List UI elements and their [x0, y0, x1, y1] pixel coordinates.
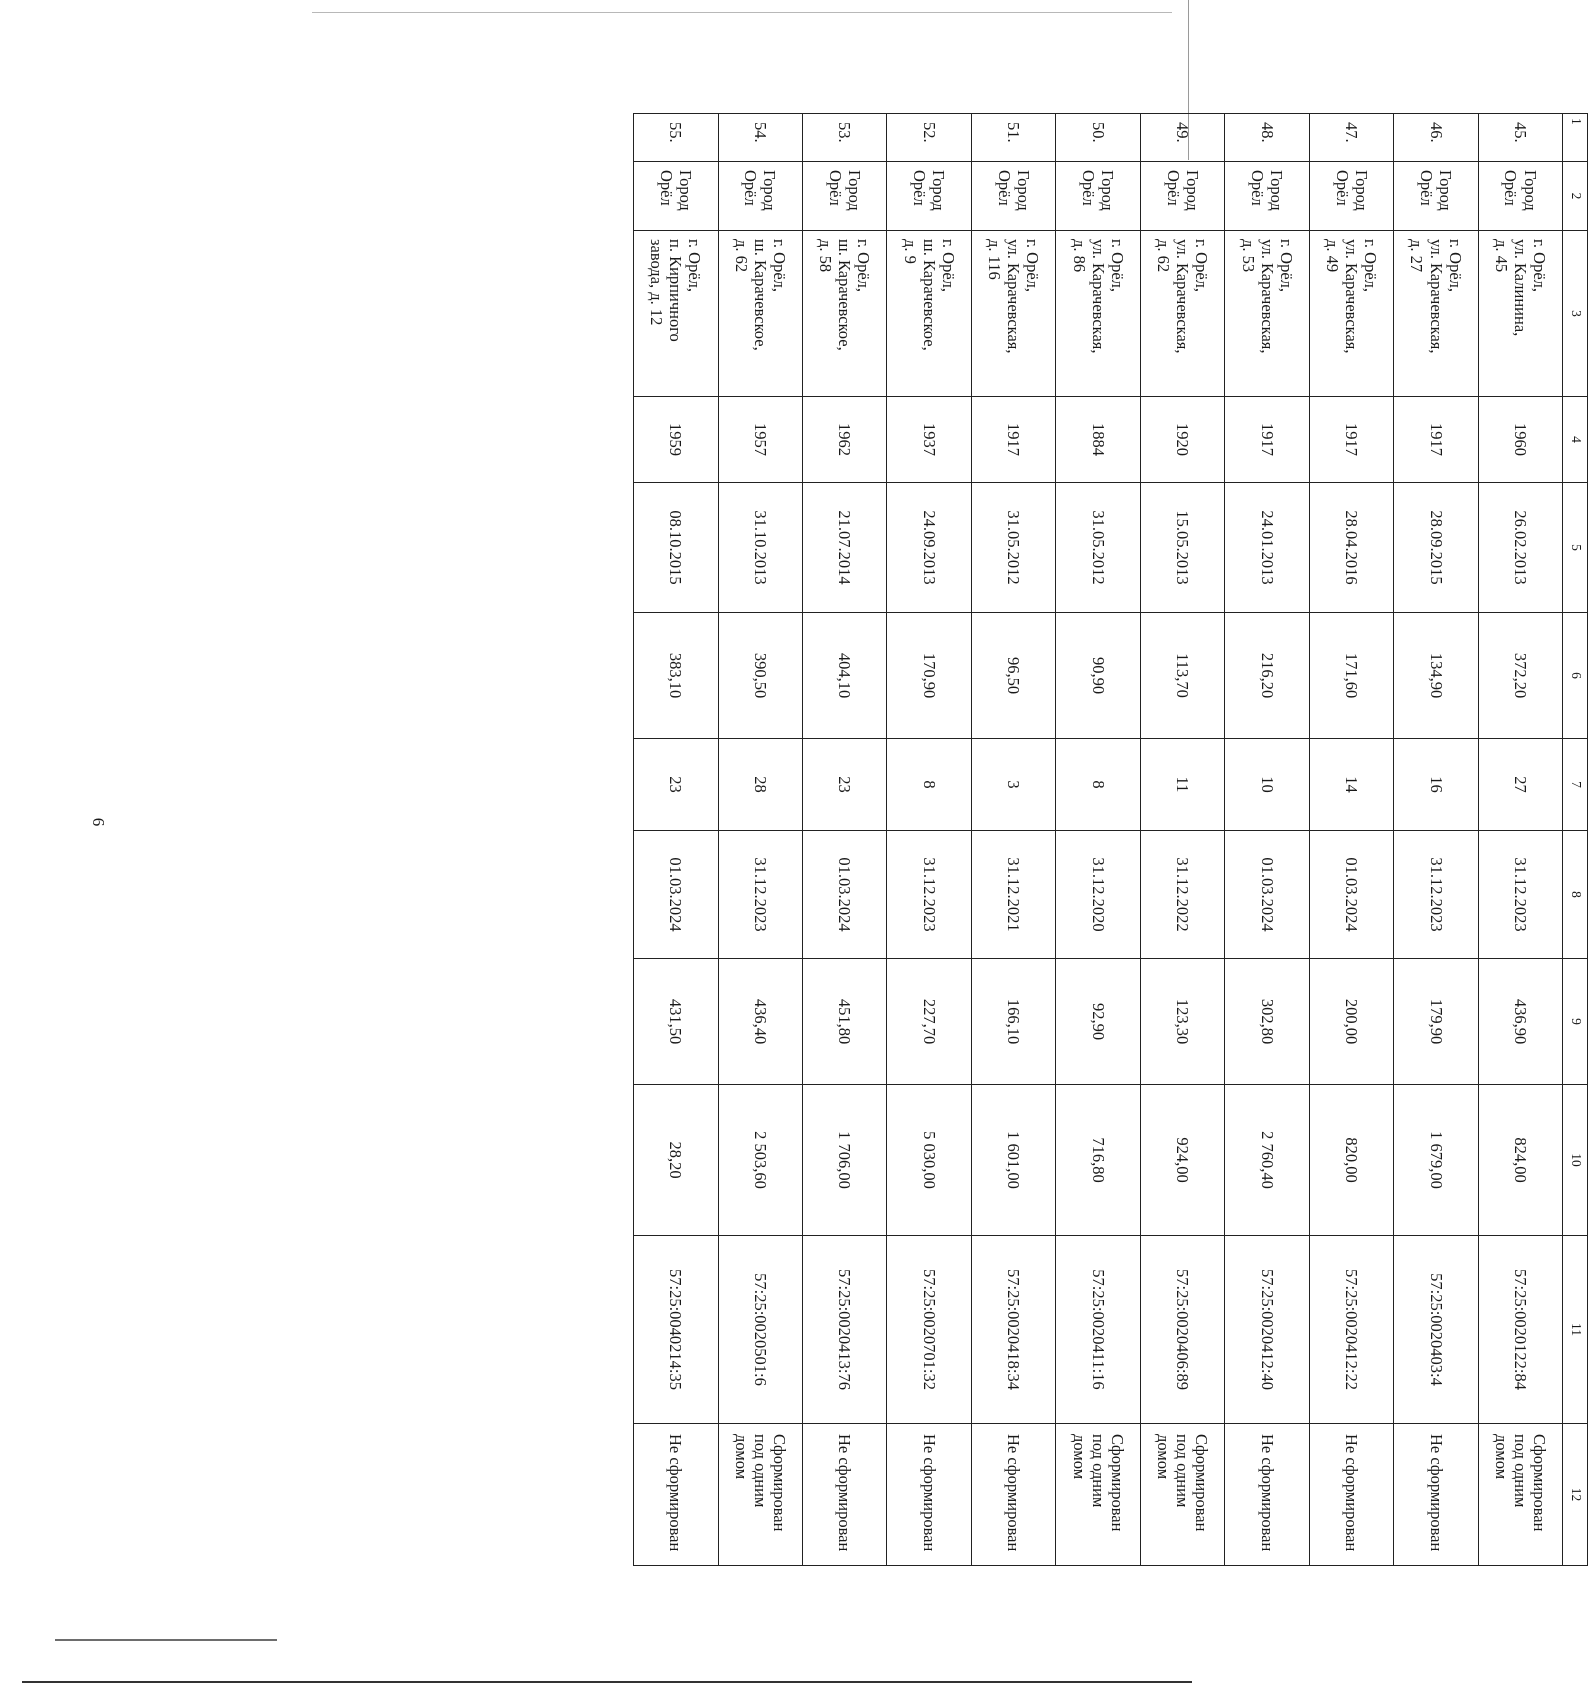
municipality-cell: Город Орёл — [718, 162, 802, 231]
total-area-cell: 436,90 — [1478, 959, 1562, 1085]
build-year-cell: 1917 — [1309, 397, 1393, 483]
residents-cell: 8 — [1056, 739, 1140, 831]
residents-cell: 23 — [634, 739, 719, 831]
table-row — [1225, 114, 1309, 1566]
living-area-cell: 390,50 — [718, 613, 802, 739]
living-area-cell: 134,90 — [1394, 613, 1478, 739]
address-cell: г. Орёл, ул. Карачевская, д. 53 — [1225, 231, 1309, 397]
row-number: 49. — [1140, 114, 1224, 162]
recognition-date-cell: 31.05.2012 — [971, 483, 1055, 613]
recognition-date-cell: 28.09.2015 — [1394, 483, 1478, 613]
build-year-cell: 1917 — [971, 397, 1055, 483]
build-year-cell: 1920 — [1140, 397, 1224, 483]
scan-edge-line-top — [312, 12, 1172, 13]
address-cell: г. Орёл, ш. Карачевское, д. 58 — [803, 231, 887, 397]
land-status-cell: Не сформирован — [887, 1424, 971, 1566]
recognition-date-cell: 31.10.2013 — [718, 483, 802, 613]
build-year-cell: 1962 — [803, 397, 887, 483]
column-number: 11 — [1563, 1236, 1588, 1424]
cadastral-number-cell: 57:25:0020122:84 — [1478, 1236, 1562, 1424]
address-cell: г. Орёл, ул. Карачевская, д. 86 — [1056, 231, 1140, 397]
build-year-cell: 1960 — [1478, 397, 1562, 483]
municipality-cell: Город Орёл — [1394, 162, 1478, 231]
address-cell: г. Орёл, ш. Карачевское, д. 9 — [887, 231, 971, 397]
municipality-cell: Город Орёл — [887, 162, 971, 231]
cadastral-number-cell: 57:25:0020413:76 — [803, 1236, 887, 1424]
land-status-cell: Не сформирован — [634, 1424, 719, 1566]
municipality-cell: Город Орёл — [1309, 162, 1393, 231]
table-body — [634, 114, 1588, 1566]
cadastral-number-cell: 57:25:0020701:32 — [887, 1236, 971, 1424]
recognition-date-cell: 08.10.2015 — [634, 483, 719, 613]
land-status-cell: Сформирован под одним домом — [718, 1424, 802, 1566]
address-cell: г. Орёл, ул. Карачевская, д. 27 — [1394, 231, 1478, 397]
cadastral-number-cell: 57:25:0020418:34 — [971, 1236, 1055, 1424]
land-area-cell: 824,00 — [1478, 1085, 1562, 1236]
register-table — [633, 113, 1588, 1566]
municipality-cell: Город Орёл — [1225, 162, 1309, 231]
living-area-cell: 90,90 — [1056, 613, 1140, 739]
column-number: 7 — [1563, 739, 1588, 831]
row-number: 52. — [887, 114, 971, 162]
recognition-date-cell: 15.05.2013 — [1140, 483, 1224, 613]
total-area-cell: 92,90 — [1056, 959, 1140, 1085]
address-cell: г. Орёл, ул. Карачевская, д. 62 — [1140, 231, 1224, 397]
build-year-cell: 1959 — [634, 397, 719, 483]
recognition-date-cell: 24.01.2013 — [1225, 483, 1309, 613]
recognition-date-cell: 24.09.2013 — [887, 483, 971, 613]
living-area-cell: 404,10 — [803, 613, 887, 739]
resettlement-deadline-cell: 31.12.2021 — [971, 831, 1055, 959]
table-row — [1309, 114, 1393, 1566]
table-row — [971, 114, 1055, 1566]
resettlement-deadline-cell: 31.12.2023 — [718, 831, 802, 959]
table-row — [718, 114, 802, 1566]
address-cell: г. Орёл, ул. Карачевская, д. 116 — [971, 231, 1055, 397]
cadastral-number-cell: 57:25:0020406:89 — [1140, 1236, 1224, 1424]
address-cell: г. Орёл, ул. Карачевская, д. 49 — [1309, 231, 1393, 397]
land-status-cell: Не сформирован — [1394, 1424, 1478, 1566]
table-row — [1056, 114, 1140, 1566]
residents-cell: 3 — [971, 739, 1055, 831]
column-number: 2 — [1563, 162, 1588, 231]
build-year-cell: 1957 — [718, 397, 802, 483]
column-number: 4 — [1563, 397, 1588, 483]
address-cell: г. Орёл, ул. Калинина, д. 45 — [1478, 231, 1562, 397]
living-area-cell: 383,10 — [634, 613, 719, 739]
resettlement-deadline-cell: 01.03.2024 — [634, 831, 719, 959]
living-area-cell: 113,70 — [1140, 613, 1224, 739]
land-status-cell: Не сформирован — [1225, 1424, 1309, 1566]
row-number: 50. — [1056, 114, 1140, 162]
row-number: 54. — [718, 114, 802, 162]
municipality-cell: Город Орёл — [1056, 162, 1140, 231]
row-number: 47. — [1309, 114, 1393, 162]
total-area-cell: 166,10 — [971, 959, 1055, 1085]
cadastral-number-cell: 57:25:0020412:22 — [1309, 1236, 1393, 1424]
resettlement-deadline-cell: 01.03.2024 — [1225, 831, 1309, 959]
resettlement-deadline-cell: 31.12.2022 — [1140, 831, 1224, 959]
row-number: 51. — [971, 114, 1055, 162]
land-area-cell: 1 601,00 — [971, 1085, 1055, 1236]
living-area-cell: 372,20 — [1478, 613, 1562, 739]
row-number: 46. — [1394, 114, 1478, 162]
build-year-cell: 1917 — [1394, 397, 1478, 483]
recognition-date-cell: 26.02.2013 — [1478, 483, 1562, 613]
total-area-cell: 436,40 — [718, 959, 802, 1085]
column-number: 10 — [1563, 1085, 1588, 1236]
column-number: 1 — [1563, 114, 1588, 162]
living-area-cell: 171,60 — [1309, 613, 1393, 739]
resettlement-deadline-cell: 31.12.2023 — [1478, 831, 1562, 959]
municipality-cell: Город Орёл — [1140, 162, 1224, 231]
resettlement-deadline-cell: 31.12.2020 — [1056, 831, 1140, 959]
column-number: 5 — [1563, 483, 1588, 613]
total-area-cell: 451,80 — [803, 959, 887, 1085]
land-area-cell: 1 706,00 — [803, 1085, 887, 1236]
resettlement-deadline-cell: 01.03.2024 — [1309, 831, 1393, 959]
total-area-cell: 302,80 — [1225, 959, 1309, 1085]
residents-cell: 8 — [887, 739, 971, 831]
land-area-cell: 924,00 — [1140, 1085, 1224, 1236]
living-area-cell: 96,50 — [971, 613, 1055, 739]
residents-cell: 14 — [1309, 739, 1393, 831]
row-number: 48. — [1225, 114, 1309, 162]
total-area-cell: 227,70 — [887, 959, 971, 1085]
table-row — [803, 114, 887, 1566]
residents-cell: 23 — [803, 739, 887, 831]
residents-cell: 28 — [718, 739, 802, 831]
residents-cell: 16 — [1394, 739, 1478, 831]
recognition-date-cell: 21.07.2014 — [803, 483, 887, 613]
address-cell: г. Орёл, п. Кирпичного завода, д. 12 — [634, 231, 719, 397]
resettlement-deadline-cell: 01.03.2024 — [803, 831, 887, 959]
table-row — [887, 114, 971, 1566]
residents-cell: 10 — [1225, 739, 1309, 831]
land-status-cell: Сформирован под одним домом — [1140, 1424, 1224, 1566]
address-cell: г. Орёл, ш. Карачевское, д. 62 — [718, 231, 802, 397]
scan-bottom-edge-line — [22, 1681, 1192, 1683]
land-area-cell: 5 030,00 — [887, 1085, 971, 1236]
row-number: 53. — [803, 114, 887, 162]
municipality-cell: Город Орёл — [803, 162, 887, 231]
municipality-cell: Город Орёл — [971, 162, 1055, 231]
land-status-cell: Сформирован под одним домом — [1056, 1424, 1140, 1566]
land-status-cell: Не сформирован — [971, 1424, 1055, 1566]
table-row — [1478, 114, 1562, 1566]
column-number: 9 — [1563, 959, 1588, 1085]
total-area-cell: 431,50 — [634, 959, 719, 1085]
land-area-cell: 28,20 — [634, 1085, 719, 1236]
row-number: 55. — [634, 114, 719, 162]
land-status-cell: Не сформирован — [803, 1424, 887, 1566]
residents-cell: 27 — [1478, 739, 1562, 831]
land-area-cell: 2 503,60 — [718, 1085, 802, 1236]
cadastral-number-cell: 57:25:0020411:16 — [1056, 1236, 1140, 1424]
cadastral-number-cell: 57:25:0040214:35 — [634, 1236, 719, 1424]
column-number-row — [1563, 114, 1588, 1566]
resettlement-deadline-cell: 31.12.2023 — [887, 831, 971, 959]
cadastral-number-cell: 57:25:0020501:6 — [718, 1236, 802, 1424]
recognition-date-cell: 28.04.2016 — [1309, 483, 1393, 613]
housing-register-table — [136, 113, 1584, 1565]
page-number: 6 — [89, 817, 108, 827]
municipality-cell: Город Орёл — [634, 162, 719, 231]
table-row — [634, 114, 719, 1566]
cadastral-number-cell: 57:25:0020412:40 — [1225, 1236, 1309, 1424]
residents-cell: 11 — [1140, 739, 1224, 831]
table-row — [1140, 114, 1224, 1566]
column-number: 6 — [1563, 613, 1588, 739]
land-status-cell: Не сформирован — [1309, 1424, 1393, 1566]
column-number: 3 — [1563, 231, 1588, 397]
municipality-cell: Город Орёл — [1478, 162, 1562, 231]
column-number: 8 — [1563, 831, 1588, 959]
column-number: 12 — [1563, 1424, 1588, 1566]
table-row — [1394, 114, 1478, 1566]
land-area-cell: 1 679,00 — [1394, 1085, 1478, 1236]
recognition-date-cell: 31.05.2012 — [1056, 483, 1140, 613]
living-area-cell: 170,90 — [887, 613, 971, 739]
build-year-cell: 1917 — [1225, 397, 1309, 483]
build-year-cell: 1884 — [1056, 397, 1140, 483]
scan-footnote-line — [55, 1639, 277, 1641]
land-area-cell: 820,00 — [1309, 1085, 1393, 1236]
cadastral-number-cell: 57:25:0020403:4 — [1394, 1236, 1478, 1424]
total-area-cell: 123,30 — [1140, 959, 1224, 1085]
living-area-cell: 216,20 — [1225, 613, 1309, 739]
row-number: 45. — [1478, 114, 1562, 162]
build-year-cell: 1937 — [887, 397, 971, 483]
land-area-cell: 716,80 — [1056, 1085, 1140, 1236]
resettlement-deadline-cell: 31.12.2023 — [1394, 831, 1478, 959]
land-status-cell: Сформирован под одним домом — [1478, 1424, 1562, 1566]
total-area-cell: 179,90 — [1394, 959, 1478, 1085]
land-area-cell: 2 760,40 — [1225, 1085, 1309, 1236]
total-area-cell: 200,00 — [1309, 959, 1393, 1085]
